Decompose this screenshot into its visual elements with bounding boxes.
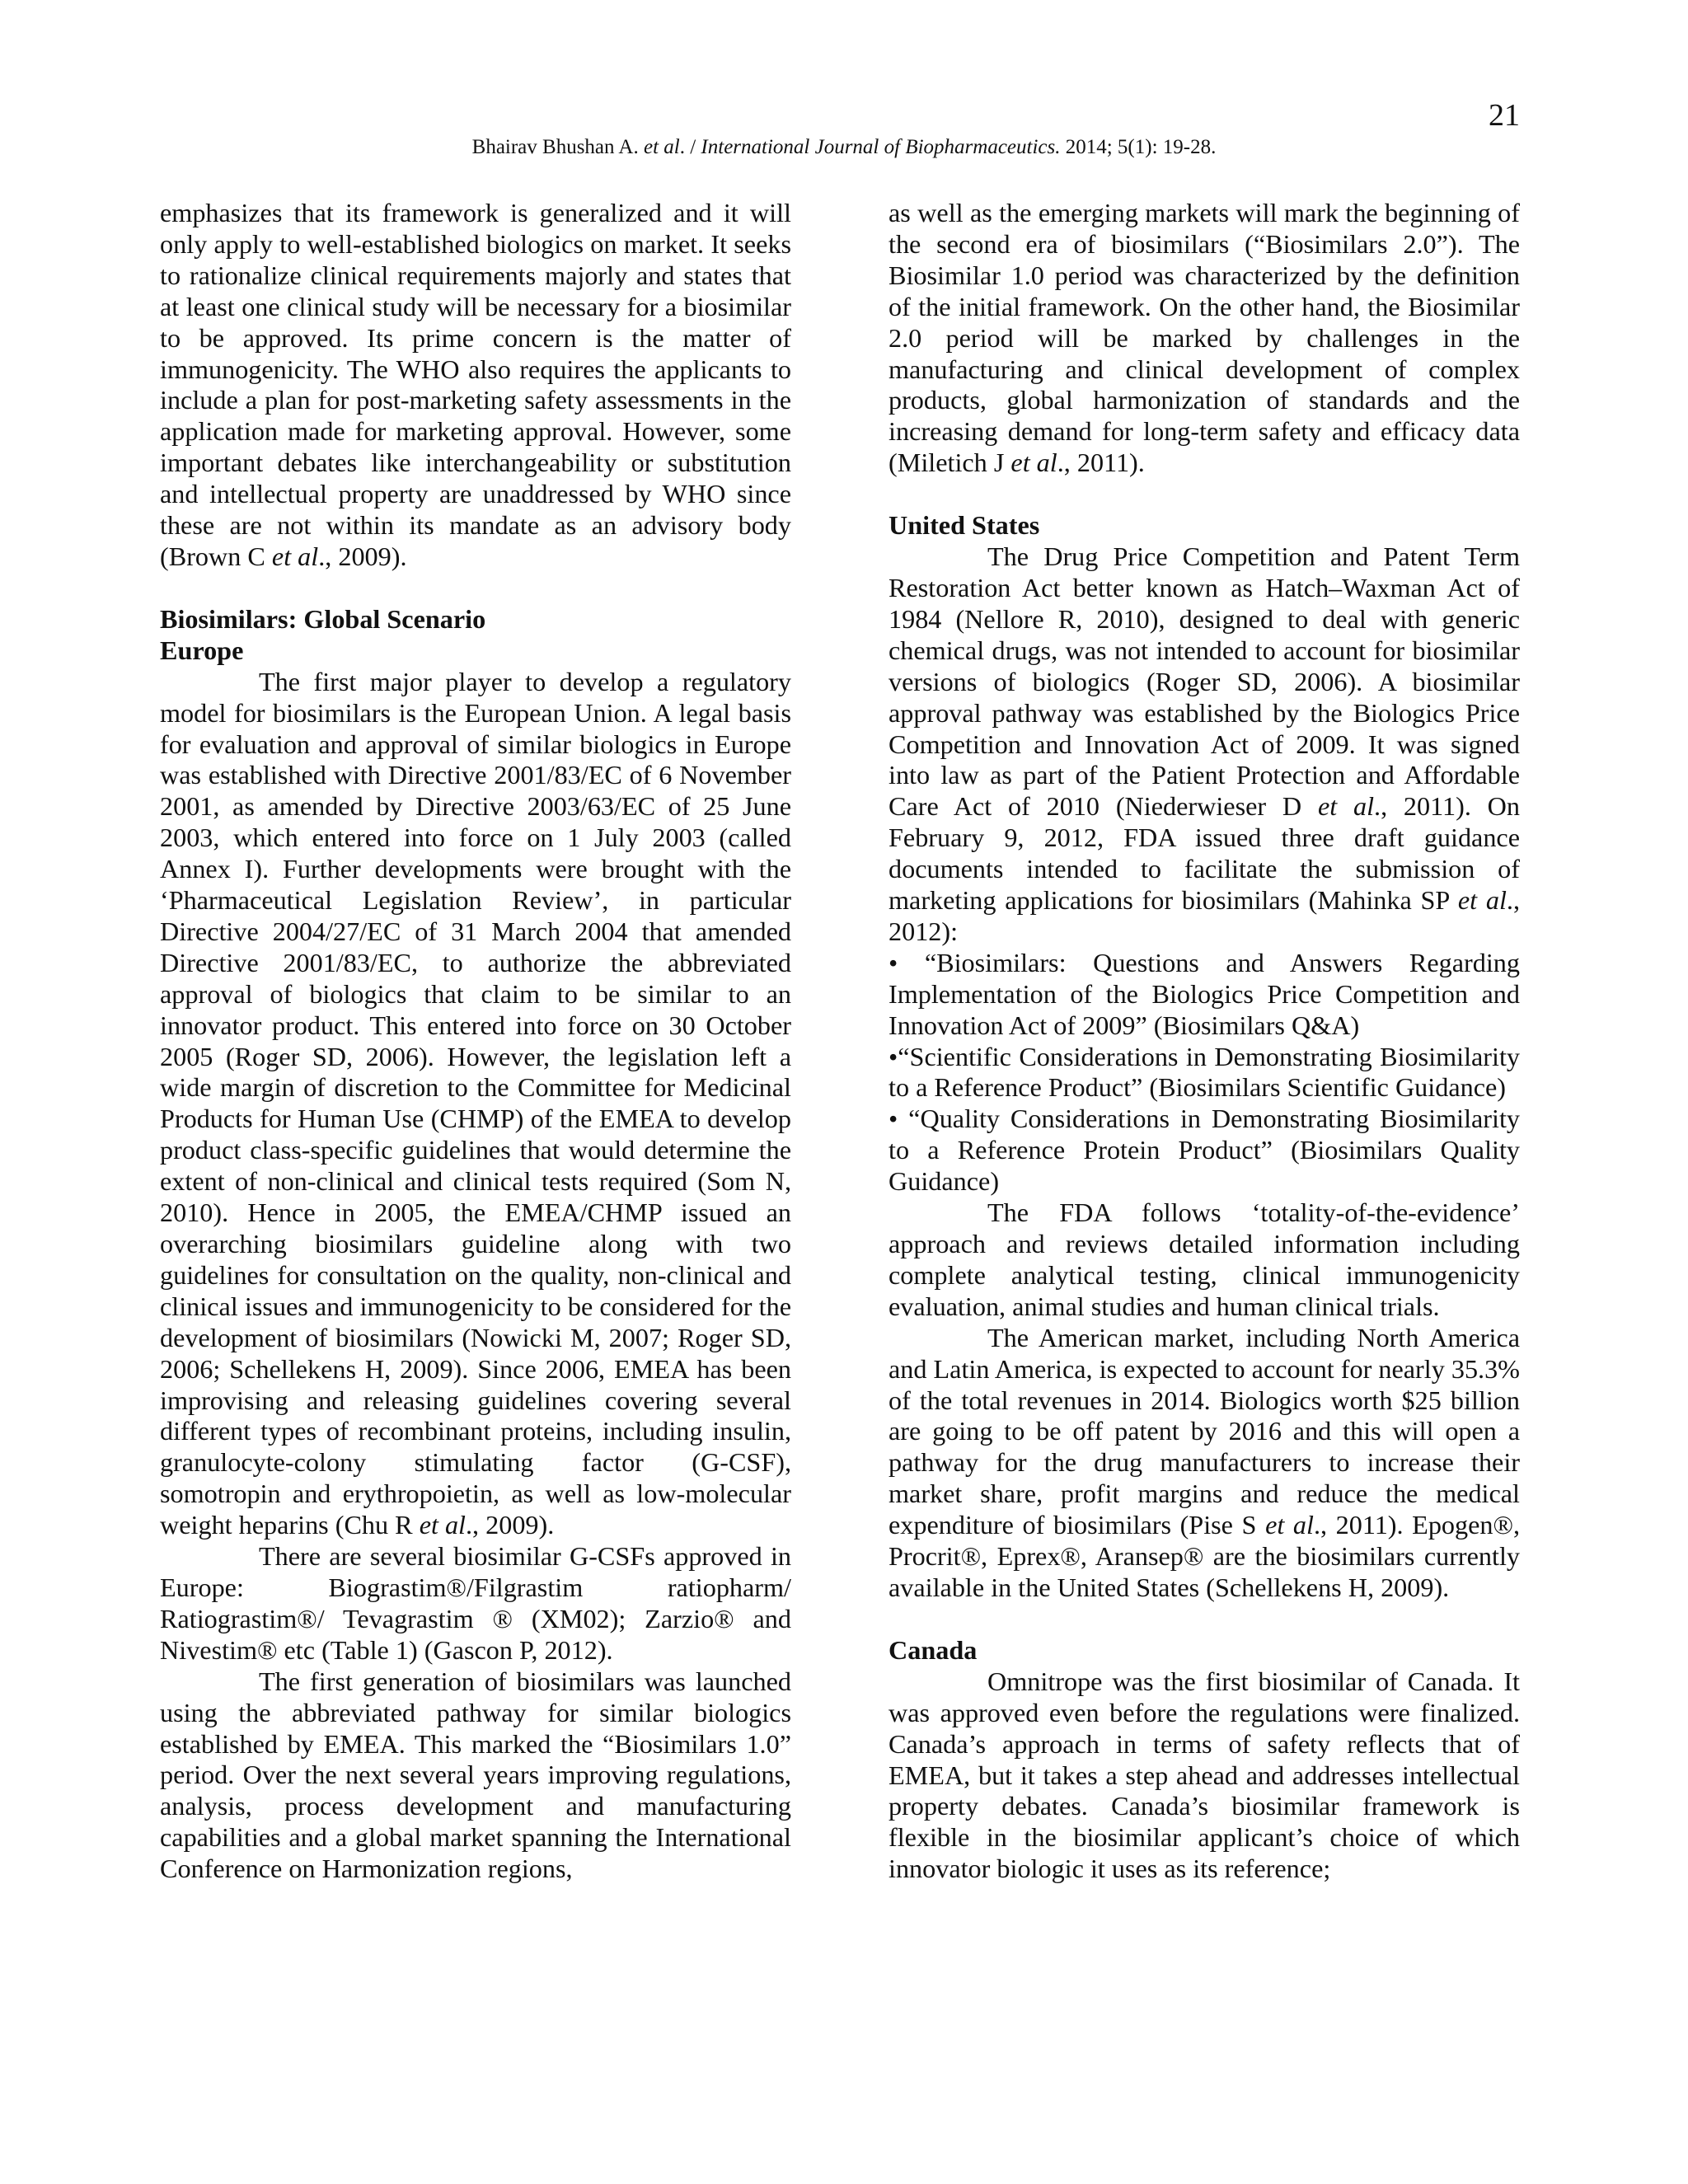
right-column: [889, 198, 1520, 1885]
right-paragraph-4: The American market, including North America and Latin America, is expected to account for nearly 35.3% of the total revenues in 2014. Biologics worth $25 billion are going to be off patent by 2016 and this will open a pathway for the drug manufacturers to increase their market share, profit margins and reduce the medical expenditure of biosimilars (Pise S et al., 2011). Epogen®, Procrit®, Eprex®, Aransep® are the biosimilars currently available in the United States (Schellekens H, 2009).: [889, 1322, 1520, 1602]
header-authors: Bhairav Bhushan A.: [471, 136, 644, 158]
running-header: [0, 136, 1688, 159]
right-paragraph-2: The Drug Price Competition and Patent Term Restoration Act better known as Hatch–Waxman Act of 1984 (Nellore R, 2010), designed to deal with generic chemical drugs, was not intended to account for biosimilar versions of biologics (Roger SD, 2006). A biosimilar approval pathway was established by the Biologics Price Competition and Innovation Act of 2009. It was signed into law as part of the Patient Protection and Affordable Care Act of 2010 (Niederwieser D et al., 2011). On February 9, 2012, FDA issued three draft guidance documents intended to facilitate the submission of marketing applications for biosimilars (Mahinka SP et al., 2012):: [889, 541, 1521, 946]
section-heading-us: United States: [889, 510, 1040, 541]
right-paragraph-1: as well as the emerging markets will mark the beginning of the second era of biosimilars (“Biosimilars 2.0”). The Biosimilar 1.0 period was characterized by the definition of the initial framework. On the other hand, the Biosimilar 2.0 period will be marked by challenges in the manufacturing and clinical development of complex products, global harmonization of standards and the increasing demand for long-term safety and efficacy data (Miletich J et al., 2011).: [889, 198, 1520, 478]
right-paragraph-5: Omnitrope was the first biosimilar of Canada. It was approved even before the regulations were finalized. Canada’s approach in terms of safety reflects that of EMEA, but it takes a step ahead and addresses intellectual property debates. Canada’s biosimilar framework is flexible in the biosimilar applicant’s choice of which innovator biologic it uses as its reference;: [889, 1666, 1520, 1884]
left-column: [160, 198, 791, 1885]
section-heading-europe: Europe: [160, 635, 244, 665]
left-paragraph-1: emphasizes that its framework is generalized and it will only apply to well-established biologics on market. It seeks to rationalize clinical requirements majorly and states that at least one clinical study will be necessary for a biosimilar to be approved. Its prime concern is the matter of immunogenicity. The WHO also requires the applicants to include a plan for post-marketing safety assessments in the application made for marketing approval. However, some important debates like interchangeability or substitution and intellectual property are unaddressed by WHO since these are not within its mandate as an advisory body (Brown C et al., 2009).: [160, 198, 791, 571]
header-etal: et al: [643, 136, 680, 158]
header-citation: 2014; 5(1): 19-28.: [1060, 136, 1217, 158]
header-journal: International Journal of Biopharmaceutics.: [701, 136, 1061, 158]
right-paragraph-3: The FDA follows ‘totality-of-the-evidence’ approach and reviews detailed information including complete analytical testing, clinical immunogenicity evaluation, animal studies and human clinical trials.: [889, 1197, 1520, 1321]
bullet-item: • “Biosimilars: Questions and Answers Regarding Implementation of the Biologics Price Competition and Innovation Act of 2009” (Biosimilars Q&A): [889, 947, 1520, 1040]
page-number: 21: [1489, 98, 1520, 133]
section-heading-global: Biosimilars: Global Scenario: [160, 603, 486, 634]
bullet-item: •“Scientific Considerations in Demonstrating Biosimilarity to a Reference Product” (Biosimilars Scientific Guidance): [889, 1041, 1520, 1103]
left-paragraph-4: The first generation of biosimilars was launched using the abbreviated pathway for similar biologics established by EMEA. This marked the “Biosimilars 1.0” period. Over the next several years improving regulations, analysis, process development and manufacturing capabilities and a global market spanning the International Conference on Harmonization regions,: [160, 1666, 791, 1884]
left-paragraph-2: The first major player to develop a regulatory model for biosimilars is the European Union. A legal basis for evaluation and approval of similar biologics in Europe was established with Directive 2001/83/EC of 6 November 2001, as amended by Directive 2003/63/EC of 25 June 2003, which entered into force on 1 July 2003 (called Annex I). Further developments were brought with the ‘Pharmaceutical Legislation Review’, in particular Directive 2004/27/EC of 31 March 2004 that amended Directive 2001/83/EC, to authorize the abbreviated approval of biologics that claim to be similar to an innovator product. This entered into force on 30 October 2005 (Roger SD, 2006). However, the legislation left a wide margin of discretion to the Committee for Medicinal Products for Human Use (CHMP) of the EMEA to develop product class-specific guidelines that would determine the extent of non-clinical and clinical tests required (Som N, 2010). Hence in 2005, the EMEA/CHMP issued an overarching biosimilars guideline along with two guidelines for consultation on the quality, non-clinical and clinical issues and immunogenicity to be considered for the development of biosimilars (Nowicki M, 2007; Roger SD, 2006; Schellekens H, 2009). Since 2006, EMEA has been improvising and releasing guidelines covering several different types of recombinant proteins, including insulin, granulocyte-colony stimulating factor (G-CSF), somotropin and erythropoietin, as well as low-molecular weight heparins (Chu R et al., 2009).: [160, 666, 791, 1540]
header-sep: . /: [679, 136, 701, 158]
section-heading-canada: Canada: [889, 1634, 978, 1665]
bullet-item: • “Quality Considerations in Demonstrating Biosimilarity to a Reference Protein Product” (Biosimilars Quality Guidance): [889, 1104, 1520, 1197]
left-paragraph-3: There are several biosimilar G-CSFs approved in Europe: Biograstim®/Filgrastim ratiopharm/ Ratiograstim®/ Tevagrastim ® (XM02); Zarzio® and Nivestim® etc (Table 1) (Gascon P, 2012).: [160, 1541, 791, 1665]
